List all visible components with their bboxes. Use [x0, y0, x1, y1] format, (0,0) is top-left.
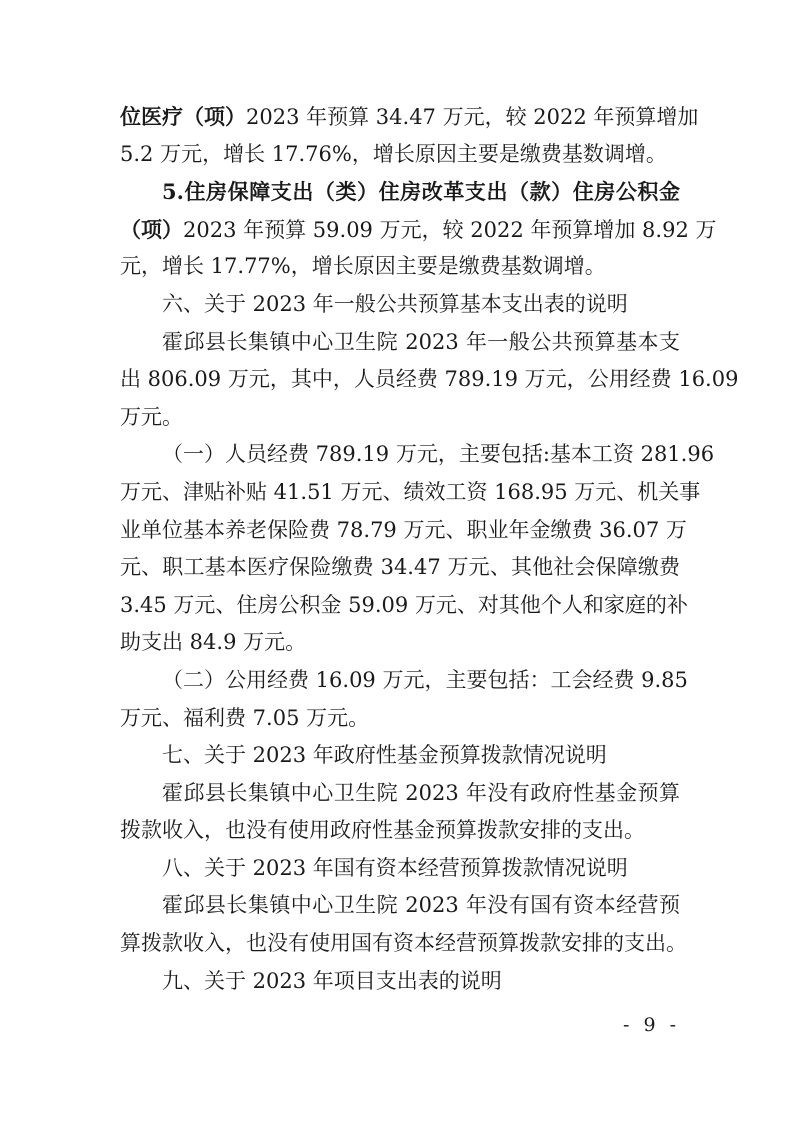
text-segment: 霍邱县长集镇中心卫生院 2023 年一般公共预算基本支	[162, 329, 680, 354]
text-segment: 八、关于 2023 年国有资本经营预算拨款情况说明	[162, 855, 628, 880]
text-line	[120, 587, 688, 625]
text-line	[120, 361, 739, 399]
text-line	[120, 136, 680, 174]
text-line	[120, 662, 688, 700]
text-line	[120, 324, 680, 362]
bold-text-segment: 位医疗（项）	[120, 104, 246, 129]
text-line	[120, 737, 680, 775]
text-line	[120, 549, 680, 587]
text-segment: 3.45 万元、住房公积金 59.09 万元、对其他个人和家庭的补	[120, 592, 688, 617]
text-segment: 六、关于 2023 年一般公共预算基本支出表的说明	[162, 291, 628, 316]
text-segment: （一）人员经费 789.19 万元，主要包括:基本工资 281.96	[162, 442, 715, 467]
text-line	[120, 700, 680, 738]
text-line	[120, 887, 680, 925]
document-body	[120, 98, 739, 1000]
text-line	[120, 436, 715, 474]
text-line	[120, 512, 687, 550]
text-segment: （二）公用经费 16.09 万元，主要包括：工会经费 9.85	[162, 667, 688, 692]
text-segment: 拨款收入，也没有使用政府性基金预算拨款安排的支出。	[120, 818, 645, 843]
bold-text-segment: （项）	[120, 216, 183, 242]
text-line	[120, 248, 680, 286]
text-line	[120, 812, 680, 850]
text-line	[120, 850, 680, 888]
text-segment: 霍邱县长集镇中心卫生院 2023 年没有国有资本经营预	[162, 893, 680, 918]
text-segment: 七、关于 2023 年政府性基金预算拨款情况说明	[162, 743, 607, 768]
page-number: - 9 -	[622, 1014, 680, 1036]
text-segment: 九、关于 2023 年项目支出表的说明	[162, 968, 502, 993]
text-segment: 万元、津贴补贴 41.51 万元、绩效工资 168.95 万元、机关事	[120, 479, 701, 504]
text-segment: 5.2 万元，增长 17.76%，增长原因主要是缴费基数调增。	[120, 141, 667, 166]
text-segment: 元、职工基本医疗保险缴费 34.47 万元、其他社会保障缴费	[120, 555, 680, 580]
text-segment: 2023 年预算 34.47 万元，较 2022 年预算增加	[246, 105, 699, 129]
text-segment: 万元。	[120, 404, 183, 429]
text-line	[120, 624, 680, 662]
text-line	[120, 399, 680, 437]
text-line	[120, 286, 680, 324]
bold-text-segment: 5.住房保障支出（类）住房改革支出（款）住房公积金	[162, 179, 680, 205]
text-segment: 出 806.09 万元，其中，人员经费 789.19 万元，公用经费 16.09	[120, 367, 739, 392]
text-segment: 元，增长 17.77%，增长原因主要是缴费基数调增。	[120, 254, 606, 279]
text-segment: 助支出 84.9 万元。	[120, 630, 307, 655]
text-segment: 算拨款收入，也没有使用国有资本经营预算拨款安排的支出。	[120, 931, 687, 956]
text-segment: 2023 年预算 59.09 万元，较 2022 年预算增加 8.92 万	[183, 217, 717, 242]
text-segment: 万元、福利费 7.05 万元。	[120, 705, 370, 730]
text-line	[120, 98, 699, 136]
text-segment: 业单位基本养老保险费 78.79 万元、职业年金缴费 36.07 万	[120, 517, 687, 542]
text-line	[120, 211, 717, 249]
text-segment: 霍邱县长集镇中心卫生院 2023 年没有政府性基金预算	[162, 780, 680, 805]
text-line	[120, 775, 680, 813]
text-line	[120, 173, 680, 211]
text-line	[120, 925, 687, 963]
text-line	[120, 963, 680, 1001]
text-line	[120, 474, 701, 512]
